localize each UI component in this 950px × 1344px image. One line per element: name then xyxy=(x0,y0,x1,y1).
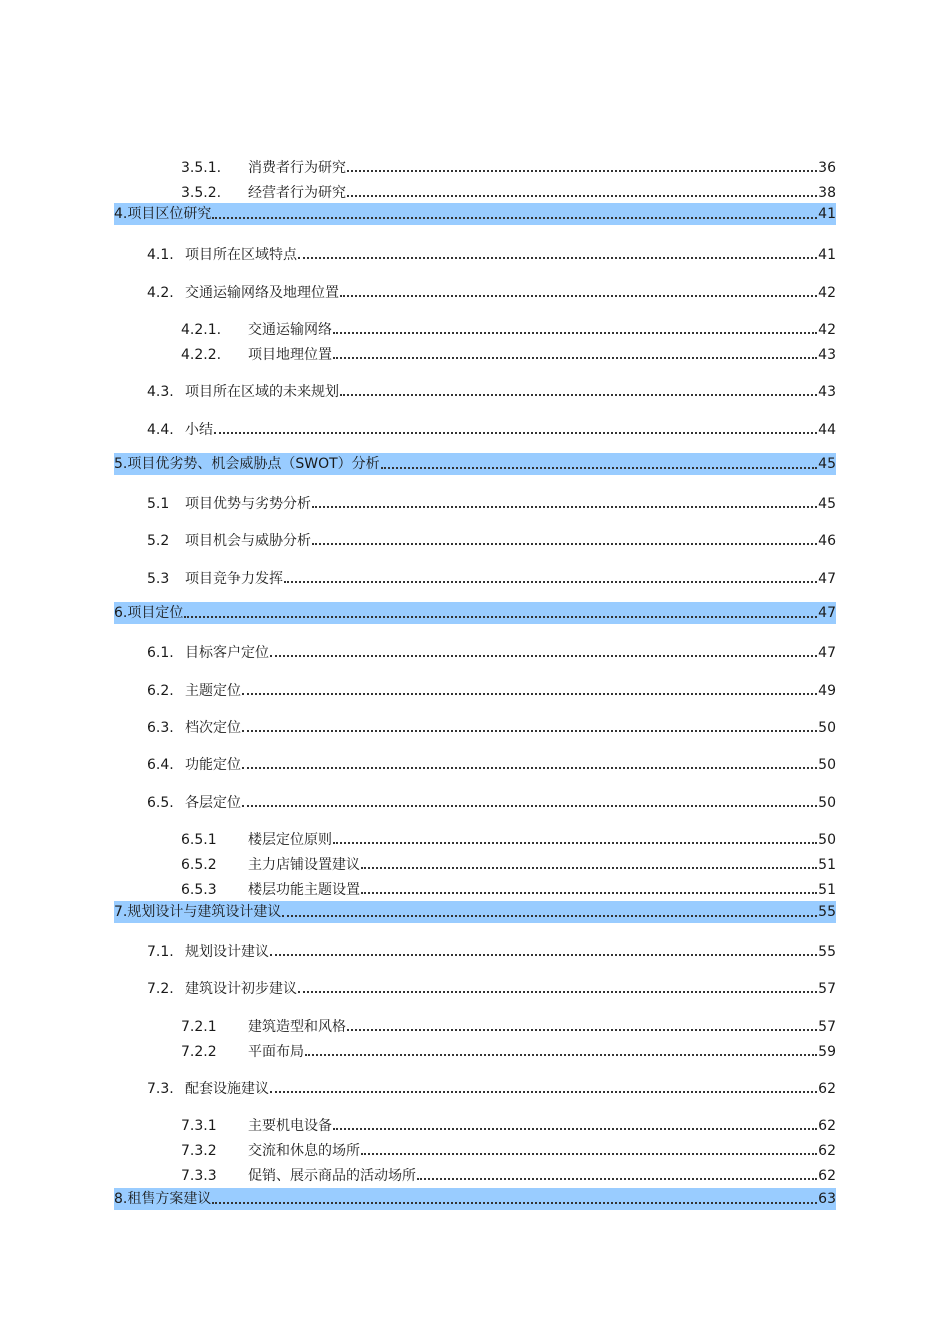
toc-entry-title: 档次定位 xyxy=(185,720,241,736)
toc-entry-title: 交通运输网络 xyxy=(248,322,332,338)
toc-entry-title: 项目竞争力发挥 xyxy=(185,571,283,587)
toc-page-number: 46 xyxy=(818,533,836,549)
toc-entry-title: 各层定位 xyxy=(185,795,241,811)
toc-entry-title: 目标客户定位 xyxy=(185,645,269,661)
toc-entry-row[interactable] xyxy=(114,827,836,849)
toc-page-number: 43 xyxy=(818,347,836,363)
toc-entry-number: 3.5.1. xyxy=(181,160,222,176)
toc-entry-number: 6.5. xyxy=(147,795,174,811)
toc-dot-leader xyxy=(184,616,817,618)
toc-dot-leader xyxy=(417,1178,817,1180)
toc-entry-number: 5.1 xyxy=(147,496,170,512)
toc-entry-row[interactable] xyxy=(114,491,836,513)
toc-dot-leader xyxy=(381,467,818,469)
toc-entry-row[interactable] xyxy=(114,640,836,662)
toc-page-number: 51 xyxy=(818,857,836,873)
toc-entry-number: 6.4. xyxy=(147,757,174,773)
toc-chapter-row[interactable] xyxy=(114,453,836,475)
toc-dot-leader xyxy=(270,954,817,956)
toc-page-number: 41 xyxy=(818,247,836,263)
toc-entry-row[interactable] xyxy=(114,1138,836,1160)
toc-page-number: 47 xyxy=(818,571,836,587)
toc-page-number: 62 xyxy=(818,1118,836,1134)
toc-entry-title: 项目地理位置 xyxy=(248,347,332,363)
toc-dot-leader xyxy=(340,295,817,297)
toc-page-number: 50 xyxy=(818,720,836,736)
toc-entry-title: 交流和休息的场所 xyxy=(248,1143,360,1159)
toc-page-number: 45 xyxy=(818,456,836,472)
toc-entry-row[interactable] xyxy=(114,715,836,737)
toc-page-number: 38 xyxy=(818,185,836,201)
toc-dot-leader xyxy=(242,767,817,769)
toc-dot-leader xyxy=(312,543,817,545)
toc-entry-number: 7.3.3 xyxy=(181,1168,217,1184)
toc-dot-leader xyxy=(212,1202,817,1204)
toc-entry-number: 4.4. xyxy=(147,422,174,438)
toc-entry-number: 7.2. xyxy=(147,981,174,997)
toc-entry-title: 项目所在区域特点 xyxy=(185,247,297,263)
toc-dot-leader xyxy=(298,991,817,993)
toc-entry-title: 8.租售方案建议 xyxy=(114,1191,212,1207)
toc-entry-row[interactable] xyxy=(114,976,836,998)
toc-entry-title: 消费者行为研究 xyxy=(248,160,346,176)
toc-page-number: 62 xyxy=(818,1081,836,1097)
toc-entry-row[interactable] xyxy=(114,180,836,202)
toc-entry-row[interactable] xyxy=(114,790,836,812)
toc-page-number: 44 xyxy=(818,422,836,438)
toc-entry-title: 7.规划设计与建筑设计建议 xyxy=(114,904,282,920)
toc-entry-number: 7.3.1 xyxy=(181,1118,217,1134)
toc-entry-row[interactable] xyxy=(114,342,836,364)
toc-dot-leader xyxy=(284,581,817,583)
toc-page-number: 50 xyxy=(818,795,836,811)
toc-entry-title: 主题定位 xyxy=(185,683,241,699)
toc-dot-leader xyxy=(242,730,817,732)
toc-entry-number: 5.2 xyxy=(147,533,170,549)
toc-dot-leader xyxy=(333,357,817,359)
toc-entry-title: 小结 xyxy=(185,422,213,438)
toc-dot-leader xyxy=(298,257,817,259)
toc-dot-leader xyxy=(340,394,817,396)
toc-entry-title: 建筑造型和风格 xyxy=(248,1019,346,1035)
toc-dot-leader xyxy=(361,1153,817,1155)
toc-entry-number: 7.1. xyxy=(147,944,174,960)
toc-entry-number: 4.2.1. xyxy=(181,322,222,338)
toc-page-number: 49 xyxy=(818,683,836,699)
toc-page-number: 57 xyxy=(818,1019,836,1035)
toc-page-number: 55 xyxy=(818,944,836,960)
toc-dot-leader xyxy=(282,915,817,917)
toc-entry-title: 建筑设计初步建议 xyxy=(185,981,297,997)
toc-entry-number: 6.5.3 xyxy=(181,882,217,898)
toc-entry-row[interactable] xyxy=(114,417,836,439)
toc-entry-title: 5.项目优劣势、机会威胁点（SWOT）分析 xyxy=(114,456,380,472)
toc-page-number: 43 xyxy=(818,384,836,400)
toc-entry-number: 4.3. xyxy=(147,384,174,400)
toc-page-number: 42 xyxy=(818,285,836,301)
toc-page-number: 57 xyxy=(818,981,836,997)
toc-entry-title: 主要机电设备 xyxy=(248,1118,332,1134)
toc-chapter-row[interactable] xyxy=(114,901,836,923)
toc-dot-leader xyxy=(347,1029,817,1031)
toc-entry-number: 6.5.1 xyxy=(181,832,217,848)
toc-entry-number: 4.2. xyxy=(147,285,174,301)
toc-entry-number: 6.2. xyxy=(147,683,174,699)
toc-entry-number: 7.2.1 xyxy=(181,1019,217,1035)
toc-entry-number: 6.1. xyxy=(147,645,174,661)
toc-entry-number: 7.3.2 xyxy=(181,1143,217,1159)
toc-entry-title: 主力店铺设置建议 xyxy=(248,857,360,873)
toc-page-number: 47 xyxy=(818,605,836,621)
toc-dot-leader xyxy=(361,892,817,894)
toc-entry-title: 交通运输网络及地理位置 xyxy=(185,285,339,301)
toc-entry-title: 经营者行为研究 xyxy=(248,185,346,201)
toc-entry-row[interactable] xyxy=(114,1039,836,1061)
toc-entry-title: 4.项目区位研究 xyxy=(114,206,212,222)
toc-dot-leader xyxy=(333,1128,817,1130)
toc-entry-number: 7.3. xyxy=(147,1081,174,1097)
toc-entry-row[interactable] xyxy=(114,1014,836,1036)
toc-entry-row[interactable] xyxy=(114,752,836,774)
toc-dot-leader xyxy=(214,432,817,434)
toc-entry-row[interactable] xyxy=(114,379,836,401)
toc-page-number: 47 xyxy=(818,645,836,661)
toc-chapter-row[interactable] xyxy=(114,1188,836,1210)
toc-entry-title: 项目所在区域的未来规划 xyxy=(185,384,339,400)
toc-dot-leader xyxy=(242,805,817,807)
toc-entry-number: 6.3. xyxy=(147,720,174,736)
toc-dot-leader xyxy=(212,217,817,219)
toc-entry-title: 功能定位 xyxy=(185,757,241,773)
toc-entry-row[interactable] xyxy=(114,155,836,177)
toc-entry-title: 项目机会与威胁分析 xyxy=(185,533,311,549)
toc-entry-title: 项目优势与劣势分析 xyxy=(185,496,311,512)
toc-entry-title: 楼层定位原则 xyxy=(248,832,332,848)
toc-dot-leader xyxy=(361,867,817,869)
toc-page-number: 36 xyxy=(818,160,836,176)
toc-entry-row[interactable] xyxy=(114,528,836,550)
toc-entry-row[interactable] xyxy=(114,1076,836,1098)
toc-entry-row[interactable] xyxy=(114,877,836,899)
toc-entry-title: 楼层功能主题设置 xyxy=(248,882,360,898)
toc-dot-leader xyxy=(242,693,817,695)
toc-entry-number: 6.5.2 xyxy=(181,857,217,873)
toc-page-number: 55 xyxy=(818,904,836,920)
toc-dot-leader xyxy=(333,842,817,844)
toc-entry-title: 配套设施建议 xyxy=(185,1081,269,1097)
toc-entry-row[interactable] xyxy=(114,1163,836,1185)
toc-page-number: 50 xyxy=(818,832,836,848)
toc-dot-leader xyxy=(312,506,817,508)
toc-entry-row[interactable] xyxy=(114,242,836,264)
toc-page-number: 63 xyxy=(818,1191,836,1207)
toc-entry-row[interactable] xyxy=(114,678,836,700)
toc-entry-number: 5.3 xyxy=(147,571,170,587)
toc-entry-title: 6.项目定位 xyxy=(114,605,184,621)
toc-entry-title: 促销、展示商品的活动场所 xyxy=(248,1168,416,1184)
toc-page-number: 42 xyxy=(818,322,836,338)
toc-page-number: 62 xyxy=(818,1168,836,1184)
toc-entry-row[interactable] xyxy=(114,852,836,874)
toc-entry-title: 规划设计建议 xyxy=(185,944,269,960)
toc-entry-row[interactable] xyxy=(114,317,836,339)
toc-dot-leader xyxy=(333,332,817,334)
toc-entry-row[interactable] xyxy=(114,939,836,961)
toc-page-number: 51 xyxy=(818,882,836,898)
toc-chapter-row[interactable] xyxy=(114,203,836,225)
toc-dot-leader xyxy=(270,1091,817,1093)
toc-dot-leader xyxy=(347,195,817,197)
toc-page-number: 59 xyxy=(818,1044,836,1060)
toc-dot-leader xyxy=(270,655,817,657)
toc-page-number: 41 xyxy=(818,206,836,222)
toc-dot-leader xyxy=(347,170,817,172)
toc-dot-leader xyxy=(305,1054,817,1056)
toc-entry-number: 7.2.2 xyxy=(181,1044,217,1060)
toc-entry-number: 4.2.2. xyxy=(181,347,222,363)
toc-entry-title: 平面布局 xyxy=(248,1044,304,1060)
toc-entry-row[interactable] xyxy=(114,1113,836,1135)
toc-page-number: 62 xyxy=(818,1143,836,1159)
toc-chapter-row[interactable] xyxy=(114,602,836,624)
toc-entry-number: 4.1. xyxy=(147,247,174,263)
toc-page-number: 50 xyxy=(818,757,836,773)
toc-entry-row[interactable] xyxy=(114,280,836,302)
toc-entry-number: 3.5.2. xyxy=(181,185,222,201)
toc-page-number: 45 xyxy=(818,496,836,512)
toc-entry-row[interactable] xyxy=(114,566,836,588)
